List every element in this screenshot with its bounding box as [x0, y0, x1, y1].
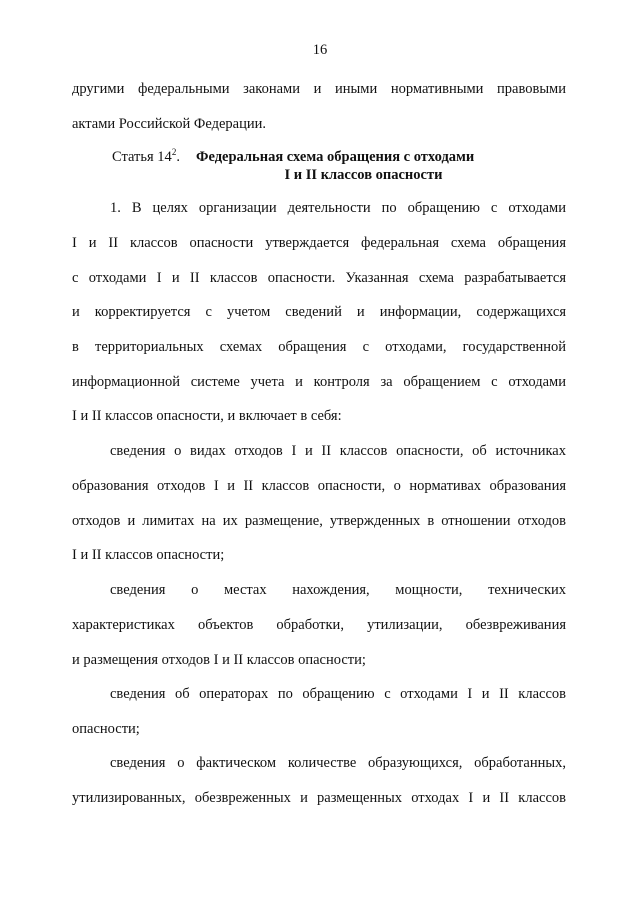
text-line: другими федеральными законами и иными нормативными правовыми — [72, 81, 566, 97]
text-line: характеристиках объектов обработки, утилизации, обезвреживания — [72, 617, 566, 633]
text-line: сведения о местах нахождения, мощности, технических — [110, 582, 566, 598]
text-line: образования отходов I и II классов опасности, о нормативах образования — [72, 478, 566, 494]
text-line: информационной системе учета и контроля за обращением с отходами — [72, 374, 566, 390]
text-line: и размещения отходов I и II классов опасности; — [72, 652, 366, 668]
text-line: 1. В целях организации деятельности по обращению с отходами — [110, 200, 566, 216]
text-line: сведения об операторах по обращению с отходами I и II классов — [110, 686, 566, 702]
article-label-suffix: . — [176, 149, 180, 165]
text-line: актами Российской Федерации. — [72, 116, 266, 132]
text-line: с отходами I и II классов опасности. Указанная схема разрабатывается — [72, 270, 566, 286]
text-line: и корректируется с учетом сведений и информации, содержащихся — [72, 304, 566, 320]
text-line: I и II классов опасности; — [72, 547, 225, 563]
text-line: сведения о видах отходов I и II классов опасности, об источниках — [110, 443, 566, 459]
text-line: сведения о фактическом количестве образующихся, обработанных, — [110, 755, 566, 771]
article-label-superscript: 2 — [171, 147, 177, 158]
text-line: I и II классов опасности, и включает в себя: — [72, 408, 342, 424]
article-label-text: Статья 14 — [112, 149, 172, 165]
article-label — [112, 148, 180, 166]
article-title-line-1: Федеральная схема обращения с отходами — [196, 149, 475, 165]
article-title-line-2: I и II классов опасности — [284, 167, 443, 183]
page-number: 16 — [312, 42, 328, 58]
text-line: I и II классов опасности утверждается федеральная схема обращения — [72, 235, 566, 251]
text-line: утилизированных, обезвреженных и размещенных отходах I и II классов — [72, 790, 566, 806]
text-line: в территориальных схемах обращения с отходами, государственной — [72, 339, 566, 355]
text-line: опасности; — [72, 721, 140, 737]
text-line: отходов и лимитах на их размещение, утвержденных в отношении отходов — [72, 513, 566, 529]
